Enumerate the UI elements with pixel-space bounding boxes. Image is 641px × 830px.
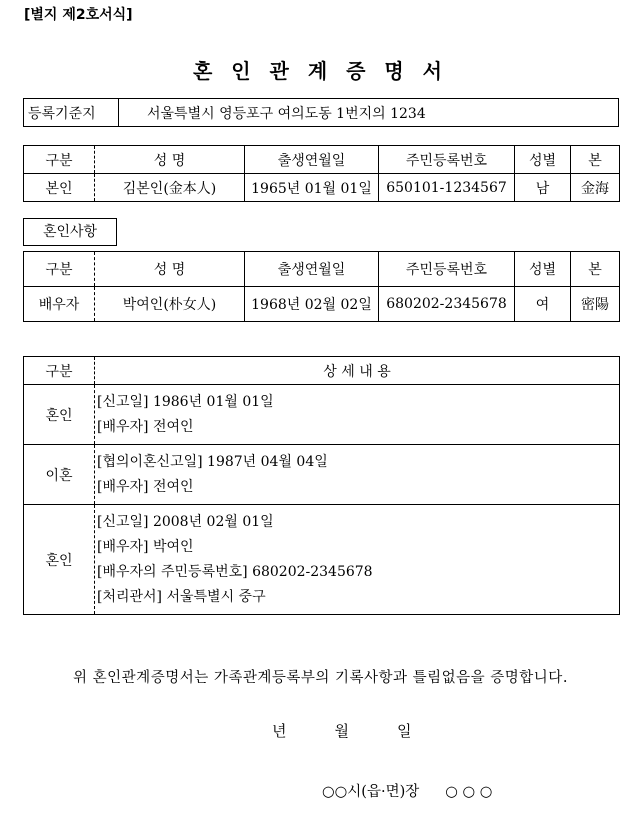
spouse-birth: 1968년 02월 02일 xyxy=(245,287,379,322)
spouse-name: 박여인(朴女人) xyxy=(95,287,245,322)
signer-name: ○ ○ ○ xyxy=(445,784,493,800)
registration-value: 서울특별시 영등포구 여의도동 1번지의 1234 xyxy=(119,99,619,127)
details-row-category: 혼인 xyxy=(24,505,95,615)
spouse-header-row xyxy=(24,252,620,287)
detail-line: [배우자] 박여인 xyxy=(97,538,194,555)
col-resident-no: 주민등록번호 xyxy=(379,252,515,287)
col-sex: 성별 xyxy=(515,146,571,174)
spouse-category: 배우자 xyxy=(24,287,95,322)
col-origin: 본 xyxy=(571,252,620,287)
spouse-table xyxy=(23,251,620,322)
principal-sex: 남 xyxy=(515,174,571,202)
spouse-row xyxy=(24,287,620,322)
detail-line: [배우자] 전여인 xyxy=(97,418,194,435)
principal-birth: 1965년 01월 01일 xyxy=(245,174,379,202)
detail-line: [배우자의 주민등록번호] 680202-2345678 xyxy=(97,563,373,580)
detail-line: [처리관서] 서울특별시 중구 xyxy=(97,588,266,605)
col-name: 성 명 xyxy=(95,146,245,174)
details-row-content xyxy=(95,445,620,505)
col-birth: 출생연월일 xyxy=(245,146,379,174)
registration-table xyxy=(23,98,619,127)
signer xyxy=(322,780,492,801)
col-sex: 성별 xyxy=(515,252,571,287)
details-row-category: 혼인 xyxy=(24,385,95,445)
principal-header-row xyxy=(24,146,620,174)
detail-line: [신고일] 1986년 01월 01일 xyxy=(97,393,274,410)
details-header-row xyxy=(24,357,620,385)
details-row-divorce xyxy=(24,445,620,505)
principal-resident-no: 650101-1234567 xyxy=(379,174,515,202)
form-number: [별지 제2호서식] xyxy=(24,7,133,23)
col-category: 구분 xyxy=(24,146,95,174)
certification-statement: 위 혼인관계증명서는 가족관계등록부의 기록사항과 틀림없음을 증명합니다. xyxy=(73,670,568,686)
col-category: 구분 xyxy=(24,252,95,287)
spouse-resident-no: 680202-2345678 xyxy=(379,287,515,322)
detail-line: [협의이혼신고일] 1987년 04월 04일 xyxy=(97,453,328,470)
details-row-marriage-1 xyxy=(24,385,620,445)
details-header-category: 구분 xyxy=(24,357,95,385)
col-origin: 본 xyxy=(571,146,620,174)
issue-date xyxy=(272,720,412,741)
principal-row xyxy=(24,174,620,202)
detail-line: [배우자] 전여인 xyxy=(97,478,194,495)
col-name: 성 명 xyxy=(95,252,245,287)
registration-label: 등록기준지 xyxy=(24,99,119,127)
details-row-category: 이혼 xyxy=(24,445,95,505)
date-month: 월 xyxy=(334,722,349,740)
details-table xyxy=(23,356,620,615)
date-year: 년 xyxy=(272,722,287,740)
signer-office: ○○시(읍·면)장 xyxy=(322,784,420,800)
principal-table xyxy=(23,145,620,202)
document-title: 혼 인 관 계 증 명 서 xyxy=(192,59,449,83)
details-row-marriage-2 xyxy=(24,505,620,615)
details-row-content xyxy=(95,505,620,615)
principal-category: 본인 xyxy=(24,174,95,202)
principal-name: 김본인(金本人) xyxy=(95,174,245,202)
spouse-sex: 여 xyxy=(515,287,571,322)
col-birth: 출생연월일 xyxy=(245,252,379,287)
col-resident-no: 주민등록번호 xyxy=(379,146,515,174)
detail-line: [신고일] 2008년 02월 01일 xyxy=(97,513,274,530)
principal-origin: 金海 xyxy=(571,174,620,202)
details-row-content xyxy=(95,385,620,445)
details-header-content: 상 세 내 용 xyxy=(95,357,620,385)
spouse-origin: 密陽 xyxy=(571,287,620,322)
marriage-section-label: 혼인사항 xyxy=(23,218,117,246)
date-day: 일 xyxy=(397,722,412,740)
